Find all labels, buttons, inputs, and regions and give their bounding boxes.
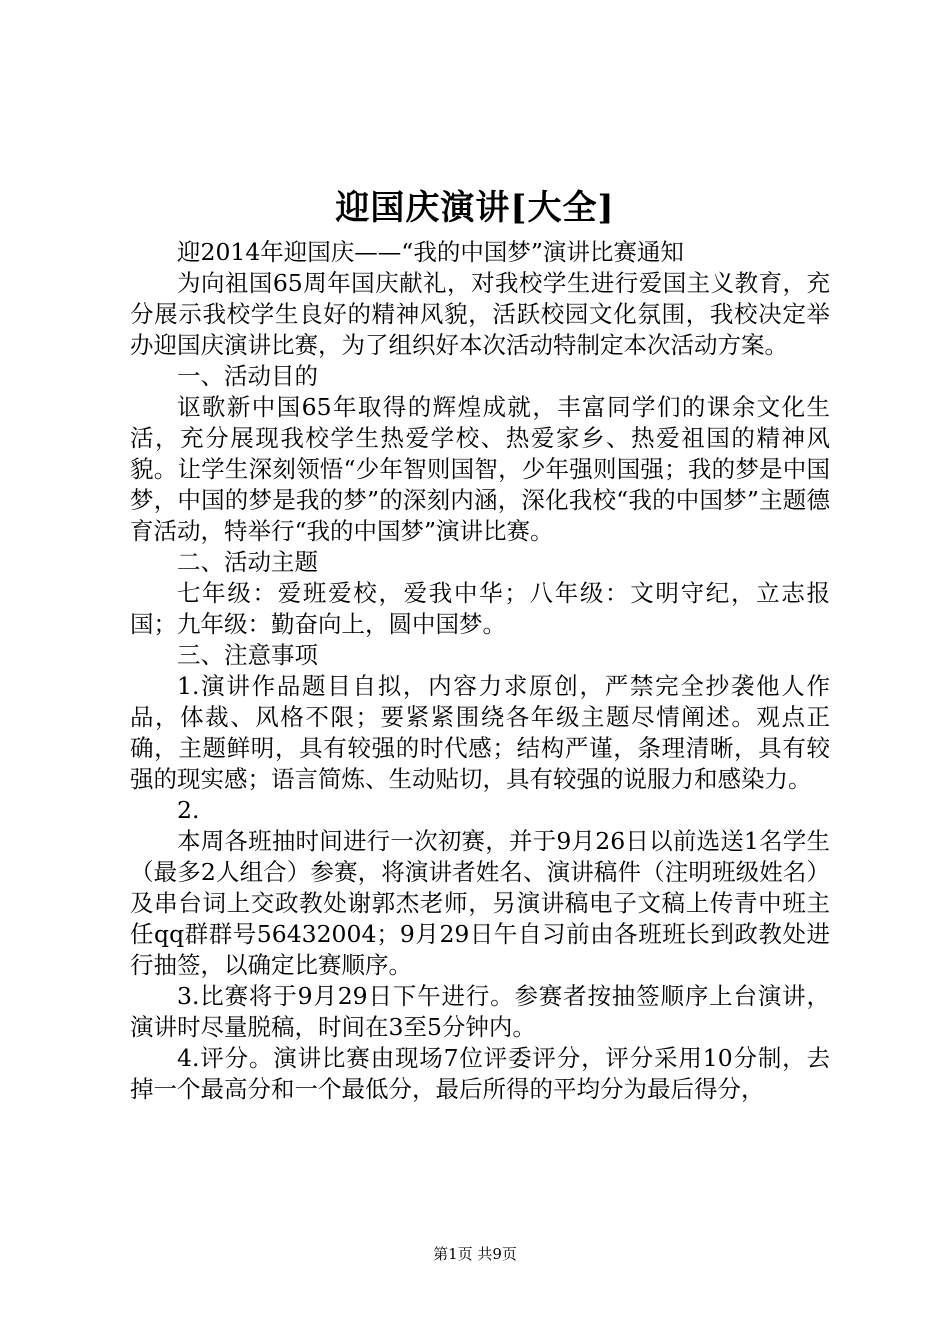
paragraph: 七年级：爱班爱校，爱我中华；八年级：文明守纪，立志报国；九年级：勤奋向上，圆中国梦。 — [130, 579, 830, 638]
list-item: 3.比赛将于9月29日下午进行。参赛者按抽签顺序上台演讲，演讲时尽量脱稿，时间在3至5分钟内。 — [130, 982, 830, 1041]
page-footer: 第1页 共9页 — [433, 1245, 517, 1263]
list-item: 1.演讲作品题目自拟，内容力求原创，严禁完全抄袭他人作品，体裁、风格不限；要紧紧围绕各年级主题尽情阐述。观点正确，主题鲜明，具有较强的时代感；结构严谨，条理清晰，具有较强的现实感；语言简炼、生动贴切，具有较强的说服力和感染力。 — [130, 672, 830, 793]
paragraph: 本周各班抽时间进行一次初赛，并于9月26日以前选送1名学生（最多2人组合）参赛，将演讲者姓名、演讲稿件（注明班级姓名）及串台词上交政教处谢郭杰老师，另演讲稿电子文稿上传青中班主任qq群群号56432004；9月29日午自习前由各班班长到政教处进行抽签，以确定比赛顺序。 — [130, 827, 830, 979]
document-title: 迎国庆演讲[大全] — [335, 188, 615, 228]
paragraph: 迎2014年迎国庆——“我的中国梦”演讲比赛通知 — [177, 238, 684, 266]
section-heading: 二、活动主题 — [177, 548, 318, 576]
section-heading: 三、注意事项 — [177, 641, 318, 669]
list-item: 2. — [177, 796, 200, 824]
paragraph: 讴歌新中国65年取得的辉煌成就，丰富同学们的课余文化生活，充分展现我校学生热爱学校、热爱家乡、热爱祖国的精神风貌。让学生深刻领悟“少年智则国智，少年强则国强；我的梦是中国梦，中国的梦是我的梦”的深刻内涵，深化我校“我的中国梦”主题德育活动，特举行“我的中国梦”演讲比赛。 — [130, 393, 830, 545]
section-heading: 一、活动目的 — [177, 362, 318, 390]
list-item: 4.评分。演讲比赛由现场7位评委评分，评分采用10分制，去掉一个最高分和一个最低分，最后所得的平均分为最后得分， — [130, 1044, 830, 1103]
paragraph: 为向祖国65周年国庆献礼，对我校学生进行爱国主义教育，充分展示我校学生良好的精神风貌，活跃校园文化氛围，我校决定举办迎国庆演讲比赛，为了组织好本次活动特制定本次活动方案。 — [130, 269, 830, 359]
document-body — [130, 237, 830, 1105]
